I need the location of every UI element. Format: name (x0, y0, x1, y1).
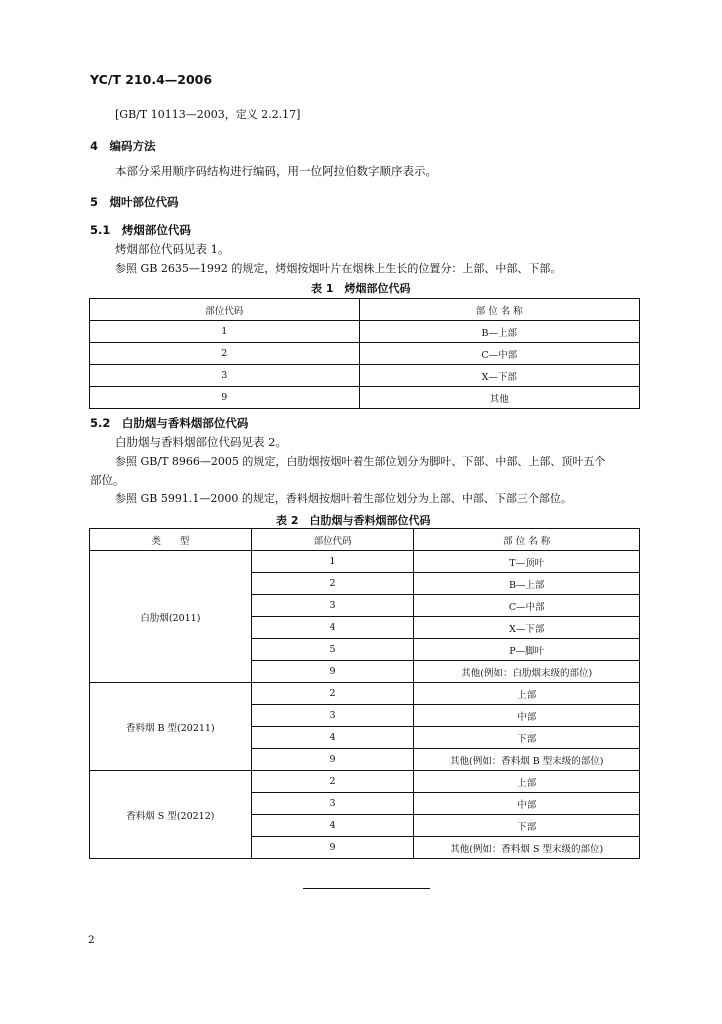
table-row (90, 365, 640, 387)
table-row (90, 321, 640, 343)
table-2-name-cell: P—脚叶 (414, 639, 640, 661)
table-1-header-name: 部 位 名 称 (359, 299, 640, 321)
table-2 (89, 528, 640, 859)
table-row (90, 771, 640, 793)
table-2-code-cell: 3 (251, 705, 414, 727)
section-4-text: 本部分采用顺序码结构进行编码，用一位阿拉伯数字顺序表示。 (115, 164, 437, 178)
table-2-header-name: 部 位 名 称 (414, 529, 640, 551)
table-1-code-cell: 9 (90, 387, 360, 409)
section-5-2-para-1: 白肋烟与香料烟部位代码见表 2。 (115, 435, 287, 449)
reference-line: [GB/T 10113—2003，定义 2.2.17] (115, 108, 301, 121)
standard-number: YC/T 210.4—2006 (90, 72, 213, 87)
section-5-2-para-2: 参照 GB/T 8966—2005 的规定，白肋烟按烟叶着生部位划分为脚叶、下部、中部、上部、顶叶五个 (115, 455, 606, 468)
table-1-caption: 表 1 烤烟部位代码 (311, 282, 411, 295)
table-2-name-cell: 下部 (414, 815, 640, 837)
table-2-code-cell: 9 (251, 661, 414, 683)
table-1-header-code: 部位代码 (90, 299, 360, 321)
table-1-name-cell: B—上部 (359, 321, 640, 343)
table-2-name-cell: 上部 (414, 771, 640, 793)
table-2-code-cell: 2 (251, 573, 414, 595)
table-2-name-cell: 中部 (414, 705, 640, 727)
table-2-name-cell: 其他(例如：香料烟 B 型末级的部位) (414, 749, 640, 771)
table-2-name-cell: 其他(例如：白肋烟末级的部位) (414, 661, 640, 683)
table-2-code-cell: 5 (251, 639, 414, 661)
table-2-code-cell: 2 (251, 771, 414, 793)
table-2-code-cell: 3 (251, 793, 414, 815)
table-2-name-cell: X—下部 (414, 617, 640, 639)
table-2-code-cell: 1 (251, 551, 414, 573)
table-1-code-cell: 3 (90, 365, 360, 387)
table-2-code-cell: 9 (251, 837, 414, 859)
table-2-name-cell: B—上部 (414, 573, 640, 595)
section-4-heading: 4 编码方法 (90, 139, 156, 153)
table-2-type-cell: 香料烟 B 型(20211) (90, 683, 252, 771)
section-5-2-heading: 5.2 白肋烟与香料烟部位代码 (90, 416, 249, 430)
section-5-1-para-1: 烤烟部位代码见表 1。 (115, 242, 230, 256)
table-2-code-cell: 4 (251, 815, 414, 837)
table-2-name-cell: T—顶叶 (414, 551, 640, 573)
table-1 (89, 298, 640, 409)
table-1-name-cell: X—下部 (359, 365, 640, 387)
table-2-code-cell: 9 (251, 749, 414, 771)
table-2-name-cell: 下部 (414, 727, 640, 749)
end-rule (303, 888, 430, 889)
table-row (90, 343, 640, 365)
table-2-header-code: 部位代码 (251, 529, 414, 551)
table-2-name-cell: C—中部 (414, 595, 640, 617)
table-1-code-cell: 1 (90, 321, 360, 343)
table-1-name-cell: C—中部 (359, 343, 640, 365)
table-2-name-cell: 中部 (414, 793, 640, 815)
table-2-code-cell: 4 (251, 617, 414, 639)
table-row (90, 683, 640, 705)
section-5-heading: 5 烟叶部位代码 (90, 195, 179, 209)
section-5-2-para-3: 参照 GB 5991.1—2000 的规定，香料烟按烟叶着生部位划分为上部、中部、下部三个部位。 (115, 492, 572, 505)
section-5-2-para-2-cont: 部位。 (90, 473, 125, 487)
table-2-caption: 表 2 白肋烟与香料烟部位代码 (276, 514, 431, 527)
table-1-name-cell: 其他 (359, 387, 640, 409)
table-2-type-cell: 香料烟 S 型(20212) (90, 771, 252, 859)
table-row (90, 387, 640, 409)
table-2-code-cell: 2 (251, 683, 414, 705)
table-2-type-cell: 白肋烟(2011) (90, 551, 252, 683)
table-row (90, 551, 640, 573)
section-5-1-heading: 5.1 烤烟部位代码 (90, 223, 191, 237)
table-2-code-cell: 4 (251, 727, 414, 749)
table-2-name-cell: 上部 (414, 683, 640, 705)
table-2-code-cell: 3 (251, 595, 414, 617)
section-5-1-para-2: 参照 GB 2635—1992 的规定，烤烟按烟叶片在烟株上生长的位置分：上部、中部、下部。 (115, 262, 562, 275)
page-number: 2 (88, 934, 95, 946)
table-2-header-type: 类 型 (90, 529, 252, 551)
table-1-code-cell: 2 (90, 343, 360, 365)
table-2-name-cell: 其他(例如：香料烟 S 型末级的部位) (414, 837, 640, 859)
